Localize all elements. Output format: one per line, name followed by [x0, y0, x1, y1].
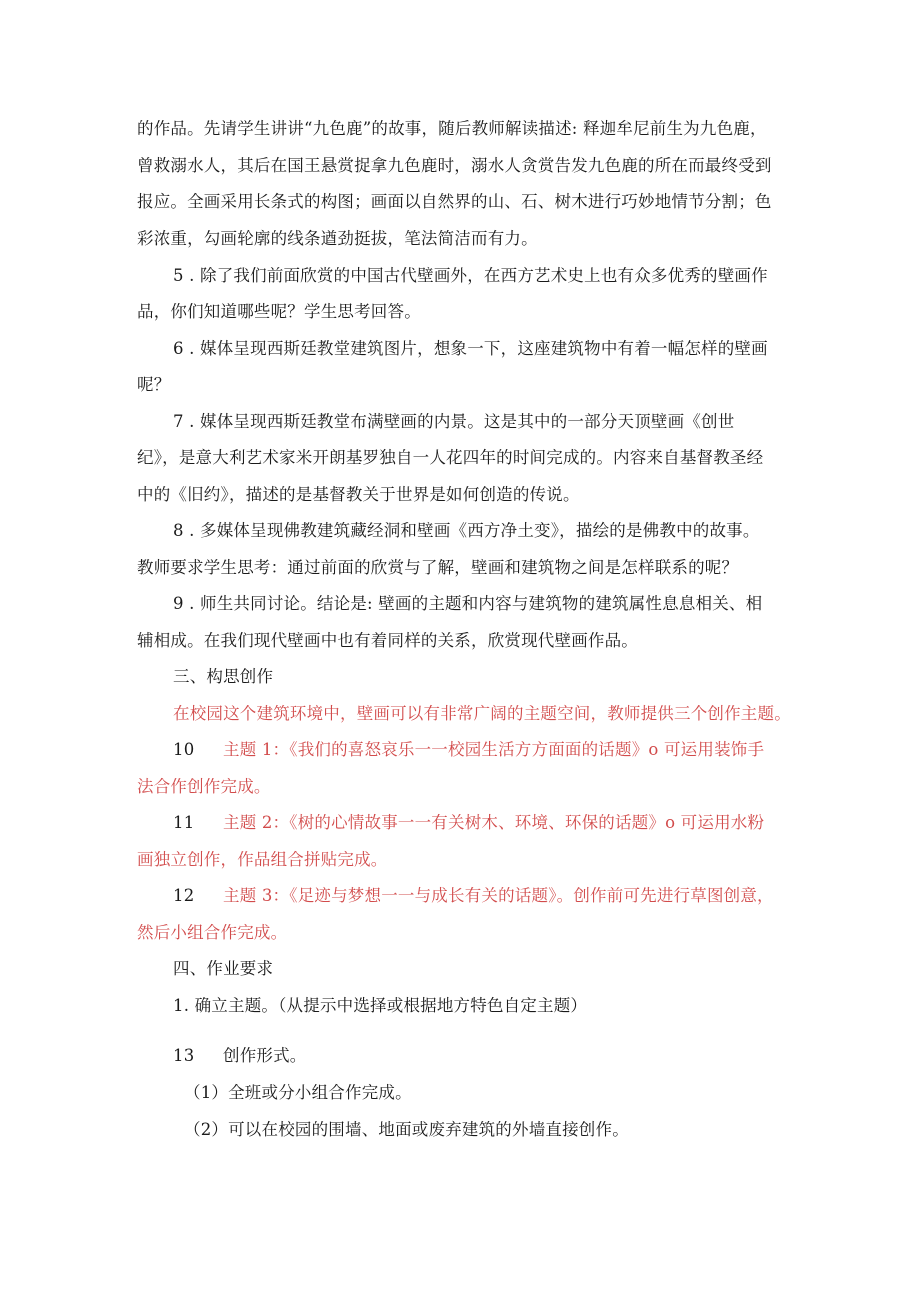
section-heading-4: 四、作业要求 — [173, 959, 274, 978]
theme12-number: 12 — [173, 886, 195, 905]
intro-line-4: 彩浓重，勾画轮廓的线条遒劲挺拔，笔法简洁而有力。 — [137, 229, 538, 248]
requirement-13-number: 13 — [173, 1046, 195, 1065]
item7-line-1: 7 . 媒体呈现西斯廷教堂布满壁画的内景。这是其中的一部分天顶壁画《创世 — [173, 412, 735, 431]
item9-line-1: 9 . 师生共同讨论。结论是: 壁画的主题和内容与建筑物的建筑属性息息相关、相 — [173, 594, 763, 613]
theme11-number: 11 — [173, 813, 195, 832]
theme10-number: 10 — [173, 740, 195, 759]
requirement-13 — [173, 1045, 307, 1067]
item5-line-1: 5 . 除了我们前面欣赏的中国古代壁画外，在西方艺术史上也有众多优秀的壁画作 — [173, 266, 768, 285]
theme12-line-1 — [173, 885, 774, 907]
item7-line-2: 纪》，是意大利艺术家米开朗基罗独自一人花四年的时间完成的。内容来自基督教圣经 — [137, 448, 764, 467]
requirement-1: 1. 确立主题。（从提示中选择或根据地方特色自定主题） — [173, 996, 588, 1015]
item8-line-1: 8 . 多媒体呈现佛教建筑藏经洞和壁画《西方净土变》，描绘的是佛教中的故事。 — [173, 521, 760, 540]
requirement-13-text: 创作形式。 — [223, 1046, 307, 1065]
theme11-line-1 — [173, 812, 764, 834]
theme10-line-2: 法合作创作完成。 — [137, 777, 271, 796]
item7-line-3: 中的《旧约》，描述的是基督教关于世界是如何创造的传说。 — [137, 485, 580, 504]
section-heading-3: 三、构思创作 — [173, 667, 274, 686]
item5-line-2: 品，你们知道哪些呢？学生思考回答。 — [137, 302, 421, 321]
sub-item-1: （1）全班或分小组合作完成。 — [184, 1083, 412, 1102]
item9-line-2: 辅相成。在我们现代壁画中也有着同样的关系，欣赏现代壁画作品。 — [137, 631, 638, 650]
theme11-line-2: 画独立创作，作品组合拼贴完成。 — [137, 850, 388, 869]
intro-line-3: 报应。全画采用长条式的构图；画面以自然界的山、石、树木进行巧妙地情节分割；色 — [137, 192, 772, 211]
theme12-line-2: 然后小组合作完成。 — [137, 923, 288, 942]
intro-line-1: 的作品。先请学生讲讲“九色鹿”的故事，随后教师解读描述: 释迦牟尼前生为九色鹿， — [137, 119, 767, 138]
sub-item-2: （2）可以在校园的围墙、地面或废弃建筑的外墙直接创作。 — [184, 1120, 629, 1139]
item6-line-2: 呢？ — [137, 375, 171, 394]
theme10-line-1 — [173, 739, 764, 761]
theme11-text: 主题 2：《树的心情故事一一有关树木、环境、环保的话题》o 可运用水粉 — [223, 813, 765, 832]
theme12-text: 主题 3：《足迹与梦想一一与成长有关的话题》。创作前可先进行草图创意， — [223, 886, 774, 905]
theme10-text: 主题 1：《我们的喜怒哀乐一一校园生活方方面面的话题》o 可运用装饰手 — [223, 740, 765, 759]
item8-line-2: 教师要求学生思考：通过前面的欣赏与了解，壁画和建筑物之间是怎样联系的呢？ — [137, 558, 739, 577]
item6-line-1: 6 . 媒体呈现西斯廷教堂建筑图片，想象一下，这座建筑物中有着一幅怎样的壁画 — [173, 339, 768, 358]
red-intro-line: 在校园这个建筑环境中，壁画可以有非常广阔的主题空间，教师提供三个创作主题。 — [173, 704, 791, 723]
intro-line-2: 曾救溺水人，其后在国王悬赏捉拿九色鹿时，溺水人贪赏告发九色鹿的所在而最终受到 — [137, 156, 772, 175]
